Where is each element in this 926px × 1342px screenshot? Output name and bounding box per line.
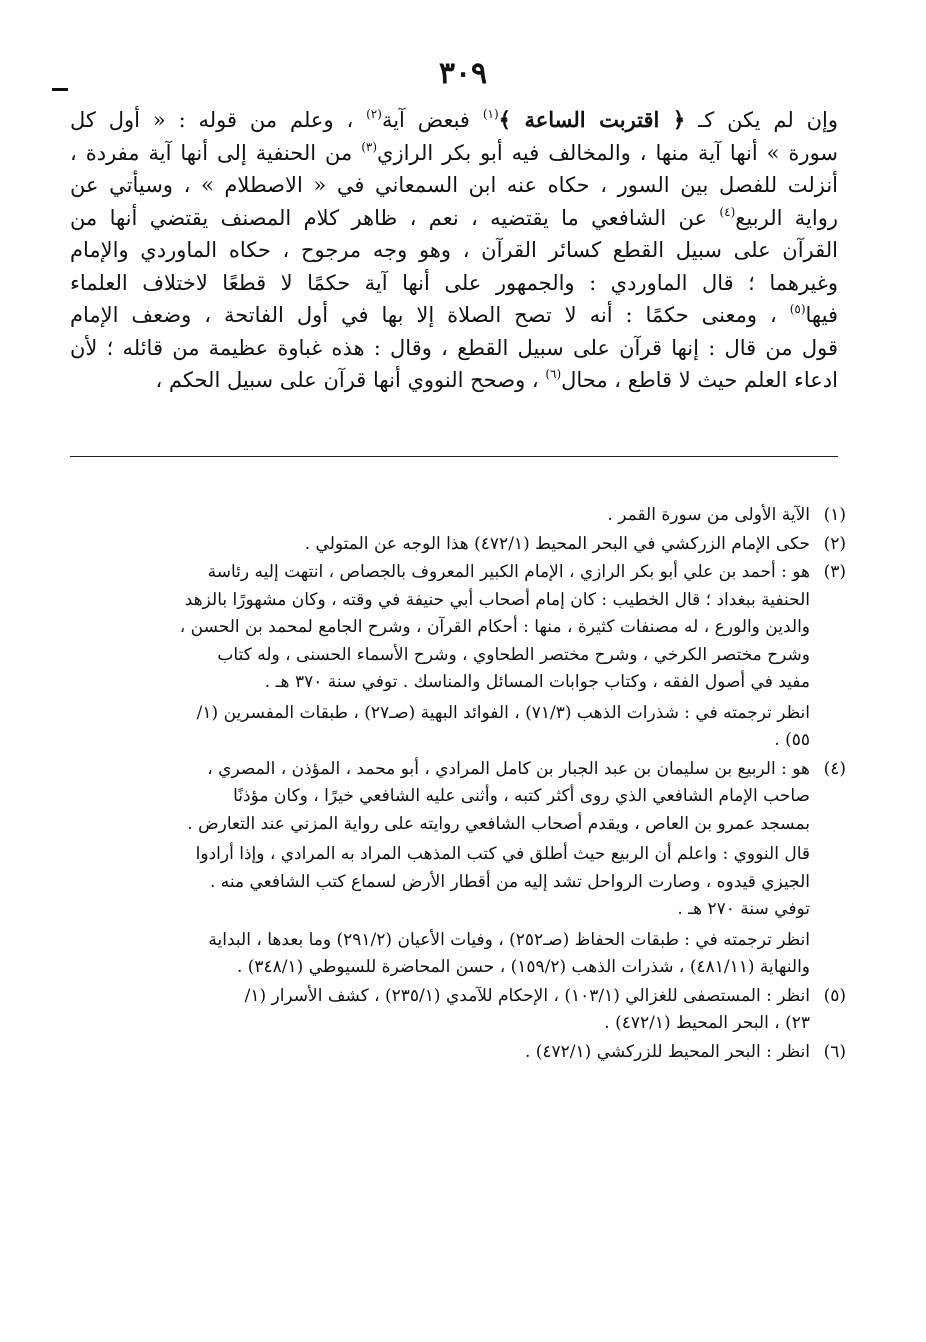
text-line	[70, 104, 838, 137]
footnote-nawawi-quote	[70, 841, 810, 924]
footnote-line: انظر : المستصفى للغزالي (١٠٣/١) ، الإحكام للآمدي (٢٣٥/١) ، كشف الأسرار (١/	[244, 985, 810, 1006]
footnote-2	[70, 531, 846, 559]
text-segment: عن الشافعي ما يقتضيه ، نعم ، ظاهر كلام المصنف يقتضي أنها من	[70, 205, 720, 230]
footnote-line: انظر ترجمته في : طبقات الحفاظ (صـ٢٥٢) ، وفيات الأعيان (٢٩١/٢) وما بعدها ، البداية	[208, 929, 810, 950]
footnote-3	[70, 559, 846, 755]
text-line	[70, 202, 838, 235]
footnote-ref: (١)	[482, 107, 499, 121]
footnote-number: (٦)	[823, 1041, 846, 1062]
footnote-separator	[70, 456, 838, 457]
text-line: قول من قال : إنها قرآن على سبيل القطع ، وقال : هذه غباوة عظيمة من قائله ؛ لأن	[70, 335, 838, 360]
footnote-line: قال النووي : واعلم أن الربيع حيث أطلق في كتب المذهب المراد به المرادي ، وإذا أرادوا	[195, 844, 810, 864]
footnote-ref: (٦)	[545, 367, 562, 381]
footnote-number: (٤)	[823, 758, 846, 779]
footnote-number: (٢)	[823, 533, 846, 554]
footnote-line: بمسجد عمرو بن العاص ، ويقدم أصحاب الشافعي روايته على رواية المزني عند التعارض .	[187, 813, 810, 834]
text-line: أنزلت للفصل بين السور ، حكاه عنه ابن السمعاني في « الاصطلام » ، وسيأتي عن	[70, 173, 838, 197]
footnote-line: والنهاية (٤٨١/١١) ، شذرات الذهب (١٥٩/٢) ، حسن المحاضرة للسيوطي (٣٤٨/١) .	[236, 957, 810, 977]
text-segment: من الحنفية إلى أنها آية مفردة ،	[70, 140, 362, 165]
text-segment: ادعاء العلم حيث لا قاطع ، محال	[561, 368, 838, 392]
text-line	[70, 137, 838, 170]
text-segment: ، وصحح النووي أنها قرآن على سبيل الحكم ،	[155, 368, 546, 392]
footnote-5	[70, 983, 846, 1038]
footnote-line: هو : الربيع بن سليمان بن عبد الجبار بن كامل المرادي ، أبو محمد ، المؤذن ، المصري ،	[207, 758, 810, 779]
text-segment: ، ومعنى حكمًا : أنه لا تصح الصلاة إلا بها في أول الفاتحة ، وضعف الإمام	[70, 303, 790, 327]
footnote-text: الآية الأولى من سورة القمر .	[607, 505, 810, 525]
footnote-ref: (٢)	[366, 107, 382, 121]
text-line	[70, 364, 838, 397]
main-text	[70, 104, 838, 397]
footnote-references	[70, 700, 810, 755]
footnote-line: ٢٣) ، البحر المحيط (٤٧٢/١) .	[604, 1013, 810, 1033]
footnote-line: توفي سنة ٢٧٠ هـ .	[677, 899, 810, 919]
text-line: وغيرهما ؛ قال الماوردي : والجمهور على أنها آية حكمًا لا قطعًا لاختلاف العلماء	[70, 270, 838, 295]
text-segment: ، وعلم من قوله : « أول كل	[70, 108, 367, 132]
footnote-line: ٥٥) .	[774, 730, 810, 750]
quran-citation: ﴿ اقتربت الساعة ﴾	[498, 107, 686, 132]
footnote-line: انظر ترجمته في : شذرات الذهب (٧١/٣) ، الفوائد البهية (صـ٢٧) ، طبقات المفسرين (١/	[196, 702, 810, 723]
footnote-number: (١)	[823, 505, 846, 525]
footnote-6	[70, 1039, 846, 1067]
footnote-line: والدين والورع ، له مصنفات كثيرة ، منها : أحكام القرآن ، وشرح الجامع لمحمد بن الحسن ،	[179, 617, 810, 637]
text-segment: فبعض آية	[381, 108, 483, 132]
footnote-number: (٥)	[823, 985, 846, 1006]
footnote-line: مفيد في أصول الفقه ، وكتاب جوابات المسائل والمناسك . توفي سنة ٣٧٠ هـ .	[264, 672, 810, 692]
footnote-line: الحنفية ببغداد ؛ قال الخطيب : كان إمام أصحاب أبي حنيفة في وقته ، وكان مشهورًا بالزهد	[184, 589, 810, 610]
footnote-text: حكى الإمام الزركشي في البحر المحيط (٤٧٢/١) هذا الوجه عن المتولي .	[304, 533, 810, 554]
footnote-4	[70, 756, 846, 982]
page-number: ٣٠٩	[438, 56, 488, 91]
footnote-ref: (٤)	[719, 204, 736, 219]
footnote-ref: (٣)	[361, 139, 378, 154]
footnote-line: وشرح مختصر الكرخي ، وشرح مختصر الطحاوي ، وشرح الأسماء الحسنى ، وله كتاب	[217, 644, 810, 665]
footnote-number: (٣)	[823, 562, 846, 582]
text-segment: سورة » أنها آية منها ، والمخالف فيه أبو بكر الرازي	[377, 140, 839, 165]
footnote-line: الجيزي قيدوه ، وصارت الرواحل تشد إليه من أقطار الأرض لسماع كتب الشافعي منه .	[209, 871, 810, 892]
footnote-line: هو : أحمد بن علي أبو بكر الرازي ، الإمام الكبير المعروف بالجصاص ، انتهت إليه رئاسة	[207, 562, 810, 582]
text-segment: وإن لم يكن كـ	[685, 108, 838, 132]
footnote-references	[70, 927, 810, 982]
text-line: القرآن على سبيل القطع كسائر القرآن ، وهو وجه مرجوح ، حكاه الماوردي والإمام	[70, 238, 838, 262]
text-segment: رواية الربيع	[735, 205, 839, 230]
footnote-ref: (٥)	[789, 302, 806, 316]
footnote-text: انظر : البحر المحيط للزركشي (٤٧٢/١) .	[524, 1041, 810, 1062]
footnote-line: صاحب الإمام الشافعي الذي روى أكثر كتبه ، وأثنى عليه الشافعي خيرًا ، وكان مؤذنًا	[233, 786, 810, 806]
text-line	[70, 299, 838, 332]
footnote-1	[70, 502, 846, 530]
footnotes	[70, 502, 846, 1067]
text-segment: فيها	[805, 303, 838, 327]
